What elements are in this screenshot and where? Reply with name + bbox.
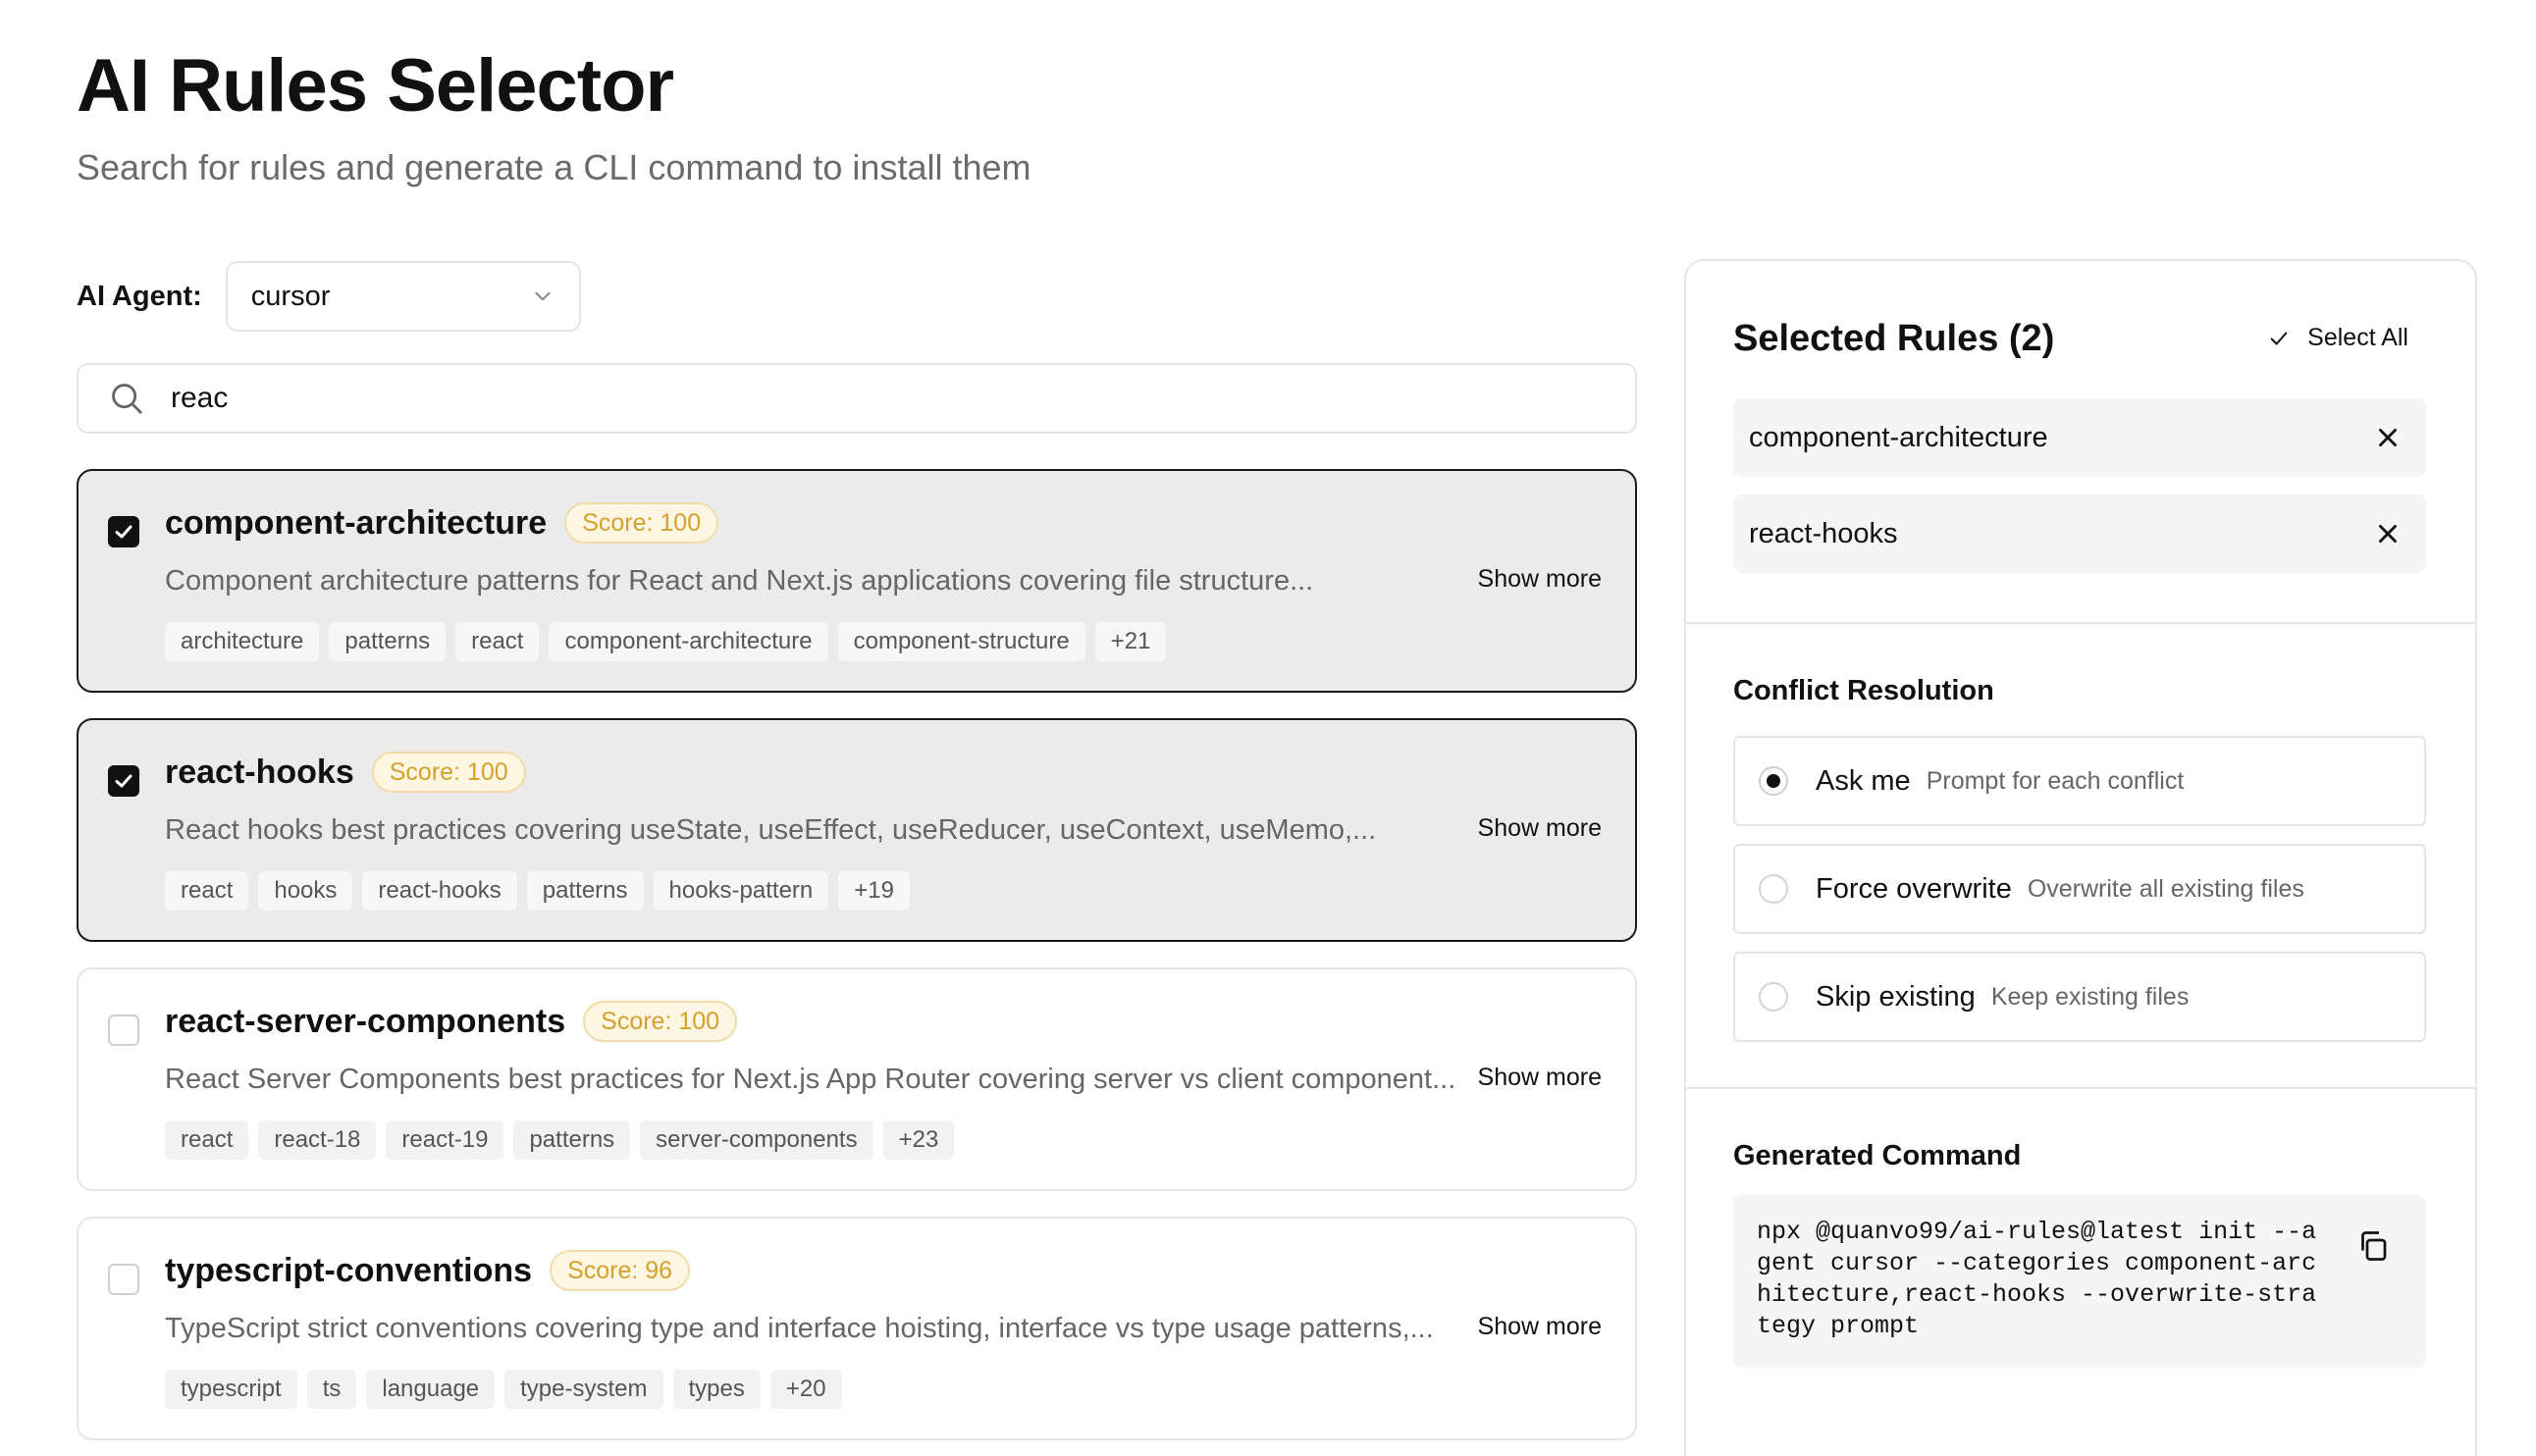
- agent-select-value: cursor: [250, 280, 331, 312]
- show-more-button[interactable]: Show more: [1477, 1313, 1602, 1340]
- score-badge: Score: 100: [372, 752, 526, 793]
- tag: react-18: [258, 1120, 376, 1160]
- rule-name: react-server-components: [165, 1002, 566, 1040]
- selected-rule-item: [1733, 494, 2426, 573]
- check-icon: [112, 769, 135, 793]
- tag: types: [673, 1370, 761, 1409]
- selected-rule-name: react-hooks: [1749, 517, 1898, 549]
- search-box: [77, 363, 1637, 434]
- radio-button[interactable]: [1759, 982, 1788, 1012]
- rule-name: react-hooks: [165, 753, 354, 791]
- rule-checkbox[interactable]: [108, 516, 139, 547]
- radio-option-ask-me[interactable]: [1733, 736, 2426, 826]
- page-title: AI Rules Selector: [77, 44, 674, 128]
- tag: type-system: [504, 1370, 662, 1409]
- tag: hooks: [258, 871, 352, 910]
- score-badge: Score: 100: [564, 502, 718, 544]
- radio-button[interactable]: [1759, 874, 1788, 904]
- show-more-button[interactable]: Show more: [1477, 814, 1602, 842]
- command-text[interactable]: npx @quanvo99/ai-rules@latest init --agent cursor --categories component-architecture,react-hooks --overwrite-strategy prompt: [1757, 1218, 2317, 1340]
- radio-description: Prompt for each conflict: [1926, 766, 2185, 795]
- rule-description: React Server Components best practices for Next.js App Router covering server vs client component...: [165, 1064, 1456, 1095]
- rule-description: React hooks best practices covering useState, useEffect, useReducer, useContext, useMemo,...: [165, 814, 1377, 846]
- rule-checkbox[interactable]: [108, 765, 139, 797]
- rule-name: component-architecture: [165, 503, 548, 542]
- chevron-down-icon: [530, 284, 555, 309]
- selected-rule-name: component-architecture: [1749, 421, 2048, 453]
- check-icon: [2268, 328, 2290, 349]
- tag: patterns: [513, 1120, 630, 1160]
- search-input[interactable]: [171, 382, 1545, 415]
- radio-button[interactable]: [1759, 766, 1788, 796]
- rule-name: typescript-conventions: [165, 1251, 533, 1289]
- score-badge: Score: 100: [583, 1001, 737, 1042]
- rule-header: [165, 502, 718, 544]
- radio-description: Overwrite all existing files: [2027, 874, 2304, 903]
- tag-more-count: +23: [883, 1120, 955, 1160]
- rule-checkbox[interactable]: [108, 1264, 139, 1295]
- page-subtitle: Search for rules and generate a CLI command to install them: [77, 147, 1031, 187]
- show-more-button[interactable]: Show more: [1477, 1064, 1602, 1091]
- tag-more-count: +19: [838, 871, 910, 910]
- tag: react-19: [386, 1120, 503, 1160]
- tag: react: [165, 1120, 248, 1160]
- rule-card-react-hooks[interactable]: [77, 718, 1637, 942]
- radio-option-force-overwrite[interactable]: [1733, 844, 2426, 934]
- command-box: [1733, 1195, 2426, 1368]
- rule-header: [165, 1250, 690, 1291]
- selected-rules-panel: [1684, 259, 2477, 1456]
- generated-command-title: Generated Command: [1733, 1140, 2022, 1171]
- divider: [1686, 1087, 2475, 1089]
- radio-label: Skip existing: [1816, 980, 1976, 1013]
- rule-card-react-server-components[interactable]: [77, 967, 1637, 1191]
- score-badge: Score: 96: [550, 1250, 690, 1291]
- copy-icon[interactable]: [2355, 1228, 2391, 1264]
- tag-more-count: +20: [770, 1370, 842, 1409]
- check-icon: [112, 520, 135, 544]
- radio-description: Keep existing files: [1990, 982, 2190, 1011]
- tag: react: [165, 871, 248, 910]
- selected-rules-title: Selected Rules (2): [1733, 318, 2055, 359]
- rule-header: [165, 1001, 737, 1042]
- show-more-button[interactable]: Show more: [1477, 565, 1602, 593]
- tag: react: [455, 622, 539, 661]
- rule-header: [165, 752, 526, 793]
- rule-card-component-architecture[interactable]: [77, 469, 1637, 693]
- rule-card-typescript-conventions[interactable]: [77, 1217, 1637, 1440]
- agent-row: [77, 261, 581, 332]
- rule-description: Component architecture patterns for React and Next.js applications covering file structure...: [165, 565, 1314, 597]
- selected-rule-item: [1733, 398, 2426, 477]
- select-all-label: Select All: [2307, 324, 2408, 351]
- tag-list: [165, 871, 920, 910]
- tag: component-structure: [838, 622, 1085, 661]
- tag: typescript: [165, 1370, 297, 1409]
- radio-option-skip-existing[interactable]: [1733, 952, 2426, 1042]
- rule-checkbox[interactable]: [108, 1014, 139, 1046]
- tag-more-count: +21: [1095, 622, 1167, 661]
- rule-description: TypeScript strict conventions covering type and interface hoisting, interface vs type usage patterns,...: [165, 1313, 1434, 1344]
- radio-label: Ask me: [1816, 764, 1911, 797]
- tag: server-components: [640, 1120, 872, 1160]
- select-all-button[interactable]: [2268, 324, 2408, 352]
- tag: patterns: [527, 871, 644, 910]
- close-icon[interactable]: [2375, 521, 2401, 546]
- search-icon: [108, 380, 145, 417]
- divider: [1686, 622, 2475, 624]
- tag: architecture: [165, 622, 319, 661]
- tag: patterns: [329, 622, 446, 661]
- tag: ts: [307, 1370, 357, 1409]
- tag-list: [165, 622, 1176, 661]
- tag: react-hooks: [362, 871, 516, 910]
- tag: hooks-pattern: [654, 871, 829, 910]
- agent-select[interactable]: [226, 261, 581, 332]
- radio-label: Force overwrite: [1816, 872, 2012, 905]
- tag-list: [165, 1370, 852, 1409]
- tag-list: [165, 1120, 964, 1160]
- conflict-resolution-title: Conflict Resolution: [1733, 675, 1994, 706]
- tag: language: [366, 1370, 495, 1409]
- agent-label: AI Agent:: [77, 280, 202, 312]
- tag: component-architecture: [549, 622, 827, 661]
- close-icon[interactable]: [2375, 425, 2401, 450]
